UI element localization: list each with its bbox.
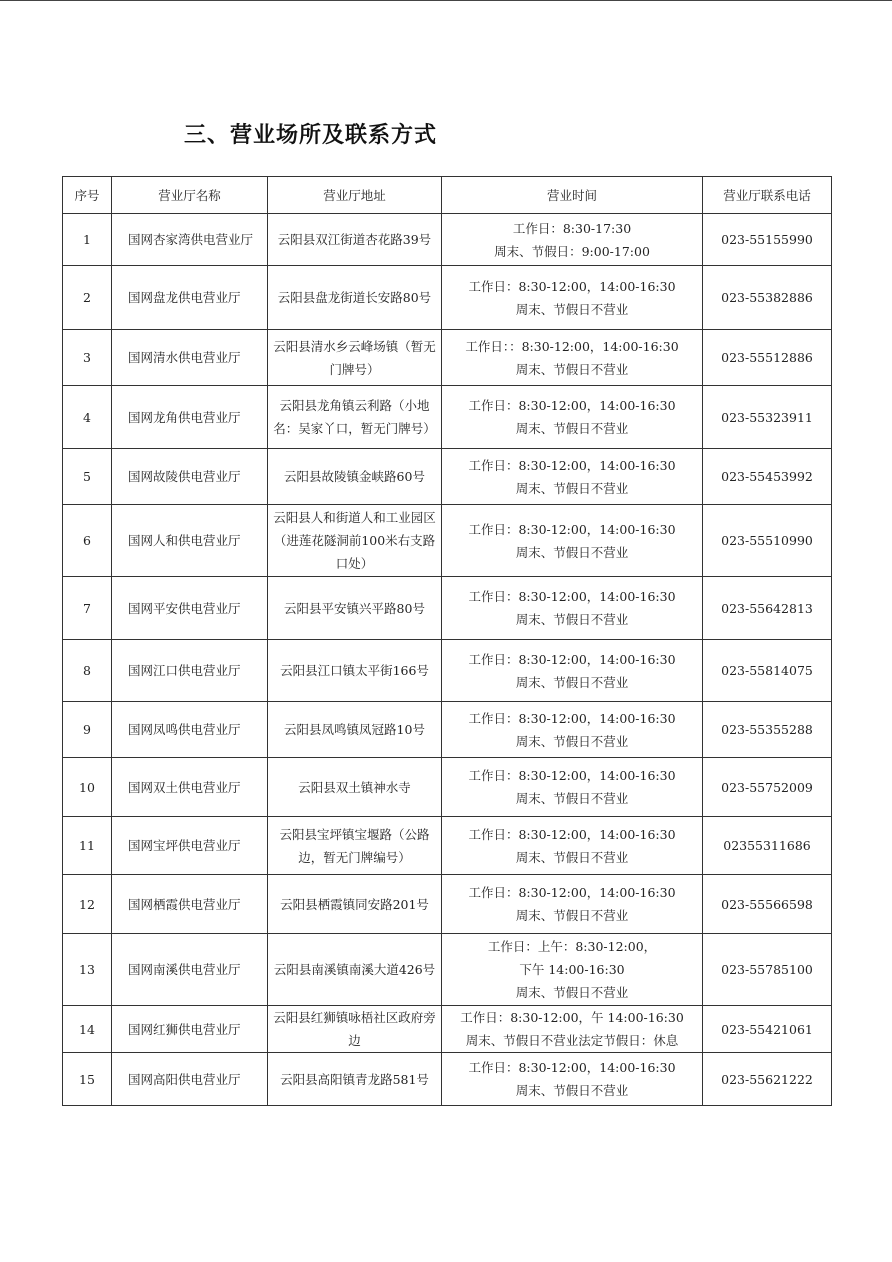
- cell-phone: 023-55785100: [703, 934, 832, 1006]
- cell-name: 国网南溪供电营业厅: [112, 934, 268, 1006]
- cell-name: 国网平安供电营业厅: [112, 577, 268, 640]
- cell-hours: 工作日：8:30-12:00，14:00-16:30 周末、节假日不营业: [442, 577, 703, 640]
- cell-address: 云阳县人和街道人和工业园区（进莲花隧洞前100米右支路口处）: [268, 505, 442, 577]
- cell-hours: 工作日：8:30-12:00，14:00-16:30 周末、节假日不营业: [442, 702, 703, 758]
- table-row: [63, 266, 832, 330]
- cell-name: 国网栖霞供电营业厅: [112, 875, 268, 934]
- cell-phone: 023-55752009: [703, 758, 832, 817]
- cell-name: 国网人和供电营业厅: [112, 505, 268, 577]
- cell-hours: 工作日：8:30-12:00，14:00-16:30 周末、节假日不营业: [442, 1053, 703, 1106]
- cell-address: 云阳县江口镇太平街166号: [268, 640, 442, 702]
- cell-name: 国网江口供电营业厅: [112, 640, 268, 702]
- cell-name: 国网凤鸣供电营业厅: [112, 702, 268, 758]
- table-row: [63, 758, 832, 817]
- cell-no: 2: [63, 266, 112, 330]
- table-row: [63, 214, 832, 266]
- cell-name: 国网红狮供电营业厅: [112, 1006, 268, 1053]
- cell-address: 云阳县清水乡云峰场镇（暂无门牌号）: [268, 330, 442, 386]
- cell-hours: 工作日：8:30-12:00，午 14:00-16:30 周末、节假日不营业法定节假日：休息: [442, 1006, 703, 1053]
- cell-phone: 023-55621222: [703, 1053, 832, 1106]
- cell-address: 云阳县南溪镇南溪大道426号: [268, 934, 442, 1006]
- cell-no: 8: [63, 640, 112, 702]
- cell-address: 云阳县红狮镇咏梧社区政府旁边: [268, 1006, 442, 1053]
- table-header-row: [63, 177, 832, 214]
- cell-phone: 023-55382886: [703, 266, 832, 330]
- cell-phone: 023-55814075: [703, 640, 832, 702]
- cell-phone: 023-55323911: [703, 386, 832, 449]
- cell-name: 国网高阳供电营业厅: [112, 1053, 268, 1106]
- cell-phone: 023-55642813: [703, 577, 832, 640]
- cell-no: 5: [63, 449, 112, 505]
- cell-phone: 023-55566598: [703, 875, 832, 934]
- cell-address: 云阳县盘龙街道长安路80号: [268, 266, 442, 330]
- cell-address: 云阳县平安镇兴平路80号: [268, 577, 442, 640]
- cell-no: 3: [63, 330, 112, 386]
- table-row: [63, 449, 832, 505]
- cell-hours: 工作日：8:30-12:00，14:00-16:30 周末、节假日不营业: [442, 640, 703, 702]
- cell-hours: 工作日：8:30-17:30 周末、节假日：9:00-17:00: [442, 214, 703, 266]
- cell-hours: 工作日：8:30-12:00，14:00-16:30 周末、节假日不营业: [442, 758, 703, 817]
- table-row: [63, 1053, 832, 1106]
- cell-hours: 工作日：8:30-12:00，14:00-16:30 周末、节假日不营业: [442, 386, 703, 449]
- cell-hours: 工作日：8:30-12:00，14:00-16:30 周末、节假日不营业: [442, 449, 703, 505]
- cell-phone: 02355311686: [703, 817, 832, 875]
- table-row: [63, 330, 832, 386]
- header-no: 序号: [63, 177, 112, 214]
- header-address: 营业厅地址: [268, 177, 442, 214]
- cell-address: 云阳县龙角镇云利路（小地名：吴家丫口，暂无门牌号）: [268, 386, 442, 449]
- header-phone: 营业厅联系电话: [703, 177, 832, 214]
- cell-name: 国网龙角供电营业厅: [112, 386, 268, 449]
- cell-address: 云阳县栖霞镇同安路201号: [268, 875, 442, 934]
- page-top-border: [0, 0, 892, 1]
- table-row: [63, 640, 832, 702]
- cell-phone: 023-55510990: [703, 505, 832, 577]
- cell-phone: 023-55512886: [703, 330, 832, 386]
- cell-address: 云阳县故陵镇金峡路60号: [268, 449, 442, 505]
- cell-name: 国网故陵供电营业厅: [112, 449, 268, 505]
- cell-hours: 工作日：8:30-12:00，14:00-16:30 周末、节假日不营业: [442, 817, 703, 875]
- cell-name: 国网双土供电营业厅: [112, 758, 268, 817]
- cell-phone: 023-55421061: [703, 1006, 832, 1053]
- service-hall-table: [62, 176, 832, 1106]
- cell-address: 云阳县双江街道杏花路39号: [268, 214, 442, 266]
- table-row: [63, 702, 832, 758]
- cell-hours: 工作日：8:30-12:00，14:00-16:30 周末、节假日不营业: [442, 875, 703, 934]
- cell-no: 4: [63, 386, 112, 449]
- cell-phone: 023-55155990: [703, 214, 832, 266]
- cell-address: 云阳县双土镇神水寺: [268, 758, 442, 817]
- cell-name: 国网宝坪供电营业厅: [112, 817, 268, 875]
- cell-address: 云阳县凤鸣镇凤冠路10号: [268, 702, 442, 758]
- cell-hours: 工作日：上午：8:30-12:00， 下午 14:00-16:30 周末、节假日不营业: [442, 934, 703, 1006]
- cell-no: 15: [63, 1053, 112, 1106]
- table-row: [63, 577, 832, 640]
- cell-name: 国网盘龙供电营业厅: [112, 266, 268, 330]
- cell-no: 12: [63, 875, 112, 934]
- header-name: 营业厅名称: [112, 177, 268, 214]
- cell-no: 6: [63, 505, 112, 577]
- cell-no: 9: [63, 702, 112, 758]
- cell-no: 7: [63, 577, 112, 640]
- cell-name: 国网清水供电营业厅: [112, 330, 268, 386]
- table-row: [63, 875, 832, 934]
- table-row: [63, 1006, 832, 1053]
- table-row: [63, 386, 832, 449]
- cell-hours: 工作日：8:30-12:00，14:00-16:30 周末、节假日不营业: [442, 505, 703, 577]
- cell-no: 14: [63, 1006, 112, 1053]
- cell-address: 云阳县高阳镇青龙路581号: [268, 1053, 442, 1106]
- table-body: [63, 214, 832, 1106]
- page-title: 三、营业场所及联系方式: [184, 123, 438, 148]
- cell-no: 11: [63, 817, 112, 875]
- cell-hours: 工作日：：8:30-12:00，14:00-16:30 周末、节假日不营业: [442, 330, 703, 386]
- table-row: [63, 817, 832, 875]
- cell-hours: 工作日：8:30-12:00，14:00-16:30 周末、节假日不营业: [442, 266, 703, 330]
- cell-address: 云阳县宝坪镇宝堰路（公路边，暂无门牌编号）: [268, 817, 442, 875]
- table-row: [63, 934, 832, 1006]
- cell-phone: 023-55355288: [703, 702, 832, 758]
- cell-phone: 023-55453992: [703, 449, 832, 505]
- header-hours: 营业时间: [442, 177, 703, 214]
- cell-name: 国网杏家湾供电营业厅: [112, 214, 268, 266]
- cell-no: 10: [63, 758, 112, 817]
- cell-no: 1: [63, 214, 112, 266]
- table-row: [63, 505, 832, 577]
- cell-no: 13: [63, 934, 112, 1006]
